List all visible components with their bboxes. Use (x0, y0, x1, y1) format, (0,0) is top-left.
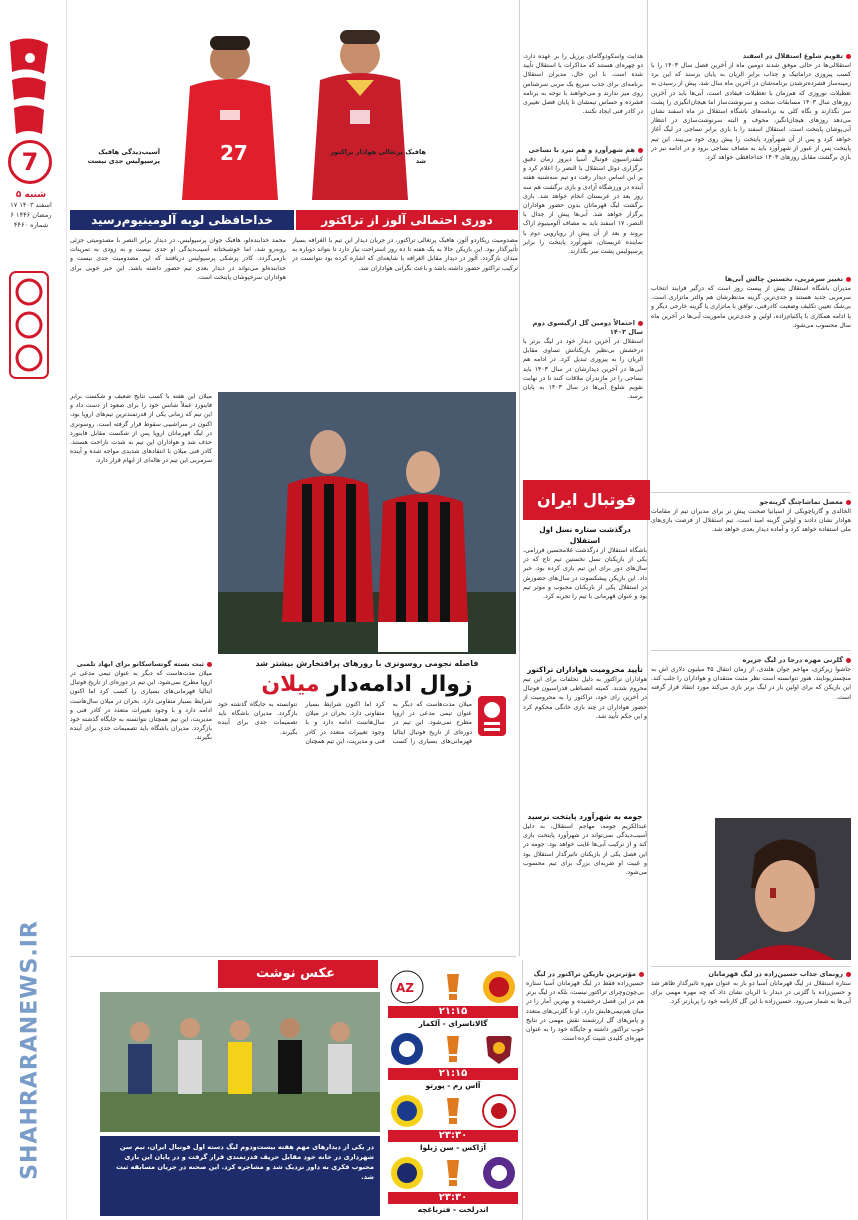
top-photo (70, 0, 518, 215)
column-asia (523, 52, 643, 472)
ajax-logo (482, 1094, 516, 1128)
milan-photo (218, 392, 516, 654)
match-anderlecht-fenerbahce[interactable] (388, 1152, 518, 1220)
derby-text: کنفدراسیون فوتبال آسیا دیروز زمان دقیق برگزاری دوئل استقلال با النصر را اعلام کرد و بر این اساس دیدار رفت دو تیم سه‌شنبه هفته آینده در ورزشگاه آزادی و بازی برگشت هم سه روز بعد در عربستان انجام خواهد شد. بازی برگشت لیگ قهرمانان بدون حضور هواداران برگزار خواهد شد. آبی‌ها پیش از جدال با النصر، ۱۷ اسفند باید به مصاف آلومینیوم اراک بروند و بعد از آن پیش از رویارویی دوم با نماینده عربستان، شهرآورد پایتخت را برابر پرسپولیس پشت سر بگذارند. (523, 156, 643, 256)
match-time: ۲۳:۳۰ (388, 1192, 518, 1204)
page-number: 7 (8, 140, 52, 184)
match-scene-illustration (100, 992, 380, 1132)
milan-side-column (70, 392, 212, 656)
match-teams: گالاتاسرای - آلکمار (418, 1019, 488, 1028)
headline-alves: دوری احتمالی آلوز از تراکتور (296, 210, 518, 230)
europa-league-icon (443, 1096, 463, 1126)
kicker-tractor-player: مؤثرترین بازیکن تراکتور در لیگ (526, 970, 644, 979)
iran-item1-title: درگذشت ستاره نسل اول استقلال (539, 525, 631, 545)
headline-khodabandelou: خداحافظی لوبه آلومینیوم‌رسید (70, 210, 294, 230)
issue-number: شماره ۴۴۶۰ (13, 221, 49, 229)
players-illustration (70, 0, 518, 215)
column-divider (647, 0, 648, 1220)
caption-persepolis-player: آسیب‌دیدگی هافبک پرسپولیس جدی نیست (87, 148, 160, 165)
issue-date (2, 190, 60, 230)
divider (70, 956, 516, 957)
milan-body-text: میلان مدت‌هاست که دیگر به عنوان تیمی مدعی در اروپا مطرح نمی‌شود. این تیم در دوره‌ای از تاریخ فوتبال ایتالیا قهرمانی‌های بسیاری را کسب کرد اما اکنون شرایط بسیار متفاوتی دارد. بحران در میلان سال‌هاست ادامه دارد و با وجود تغییرات متعدد در کادر فنی و مدیریت، این تیم همچنان نتوانسته به جایگاه گذشته خود بازگردد. مدیران باشگاه باید تصمیمات جدی برای آینده بگیرند. (218, 701, 472, 745)
column-spectators (651, 498, 851, 646)
issue-day: ۵ شنبه (15, 190, 47, 200)
column-divider (519, 0, 520, 478)
divider (651, 650, 851, 651)
match-logos (388, 966, 518, 1006)
milan-side-text: میلان این هفته با کسب نتایج ضعیف و شکست برابر فاینورد عملاً شانس خود را برای صعود از دست داد و این تیم که زمانی یکی از قدرتمندترین تیم‌های اروپا بود، اکنون در سراشیبی سقوط قرار گرفته است. روسونری در لیگ قهرمانان اروپا پس از شکست مقابل فاینورد حذف شد و هواداران این تیم به شدت ناراحت هستند. کادر فنی میلان با انتقادهای شدیدی مواجه شده و آینده سرمربی این تیم در هاله‌ای از ابهام قرار دارد. (70, 393, 212, 465)
svg-text:27: 27 (220, 141, 248, 165)
kicker-zirkzee: گلزنی مهره درجا در لیگ جزیره (651, 656, 851, 665)
az-alkmaar-logo (390, 970, 424, 1004)
tractor-player-text: حسین‌زاده فقط در لیگ قهرمانان آسیا ستاره بی‌چون‌وچرای تراکتور نیست، بلکه در لیگ برتر هم در این فصل درخشیده و بهترین آمار را در میان هم‌تیمی‌هایش دارد. او با گلزنی‌های متعدد و پاس‌های گل ارزشمند نقش مهمی در نتایج خوب تراکتور داشته و جایگاه خود را به عنوان مهره‌ای کلیدی تثبیت کرده است. (526, 980, 644, 1043)
match-teams: آژاکس - سن ژیلوا (420, 1143, 486, 1152)
match-teams: آاس رم - پورتو (425, 1081, 481, 1090)
milan-title: زوال ادامه‌دار میلان (261, 672, 473, 697)
milan-section-tag (478, 696, 506, 736)
milan-body (218, 700, 472, 950)
match-ajax-union[interactable] (388, 1090, 518, 1160)
europa-league-icon (443, 1158, 463, 1188)
match-logos (388, 1090, 518, 1130)
milan-players-illustration (218, 392, 516, 654)
match-galatasaray-az[interactable] (388, 966, 518, 1036)
anderlecht-logo (482, 1156, 516, 1190)
iran-item2-title: تأیید محرومیت هواداران تراکتور (527, 665, 643, 674)
column-divider (522, 960, 523, 1220)
kicker-calendar: تقویم شلوغ استقلال در اسفند (651, 52, 851, 61)
column-zirkzee (651, 656, 851, 816)
hosseinzadeh-text: ستاره استقلال در لیگ قهرمانان آسیا دو بار به عنوان مهره تاثیرگذار ظاهر شد و حسین‌زاده با گلزنی در دیدار با الریان نشان داد که چه مهره مهمی برای آبی‌ها به شمار می‌رود. حسین‌زاده با این گل کارنامه خود را پربارتر کرد. (651, 980, 851, 1006)
player-portrait (715, 818, 851, 960)
column-divider (519, 478, 520, 956)
coach-change-text: مدیران باشگاه استقلال پیش از پیست روز است که درگیر فرایند انتخاب سرمربی جدید هستند و جدی‌ترین گزینه مدنظرشان هم والتر ماتزاری است. بی‌شک تعیین تکلیف وضعیت کادرفنی، توافق با ماتزاری یا گزینه خارجی دیگر و یا ادامه همکاری با پاکنیام‌زاده، اولین و جدی‌ترین ماموریت آبی‌ها در آخرین ماه سال محسوب می‌شود. (651, 285, 851, 329)
alves-article-text: مصدومیت ریکاردو آلوز، هافبک پرتغالی تراکتور، در جریان دیدار این تیم با الغرافه بسیار تأثیرگذار بود. این بازیکن حالا به یک هفته تا ده روز استراحت نیاز دارد تا بتواند دوباره به میدان بازگردد. آلوز در دیدار مقابل الغرافه با شایعه‌ای که اشاره کرده بود نتوانست در ترکیب تراکتور حضور داشته باشد و باعث نگرانی هواداران شد. (292, 237, 518, 272)
europa-league-icon (443, 972, 463, 1002)
brand-divider (66, 0, 67, 1220)
football-iran-box (523, 524, 647, 954)
photo-caption: در یکی از دیدارهای مهم هفته بیست‌ودوم لیگ دسته اول فوتبال ایران، تیم سن شهرداری در خانه خود مقابل حریف قدرتمندی قرار گرفت و در پایان این بازی محبوب فکری به داور نزدیک شد و مشاجره کرد. این صحنه در جریان مسابقه ثبت شد. (100, 1136, 380, 1216)
issue-date-lunar: ۶ رمضان ۱۴۴۶ (10, 211, 52, 219)
milan-side-column-2 (70, 660, 212, 950)
calendar-text: استقلالی‌ها در حالی موفق شدند دومین ماه از آخرین فصل سال ۱۴۰۳ را با کسب پیروزی دراماتیک و جذاب برابر الریان به پایان برسند که این برد زمینه‌ساز فشرده‌ترشدن برنامه‌شان در آخرین ماه سال شد. پیش از رسیدن به تعطیلات نوروزی که هم‌زمان با تعطیلات فیفادی است، آبی‌ها باید در آخرین روزهای سال ۱۴۰۳ مسابقات سخت و سرنوشت‌ساز اما هیجان‌انگیزی را پشت سر بگذارند و نگاه کلی به برنامه‌های باشگاه استقلال در ماه اسفند نشان می‌دهد روزهای هیجان‌انگیز، مخوف و البته سرنوشت‌سازی در انتظار آبی‌پوشان پایتخت است. استقلال اسفند را با بازی برابر نساجی در لیگ آغاز خواهد کرد و پس از آن شهرآورد پایتخت را پیش روی خود می‌بیند. این تیم پایتخت پس از عبور از شهرآورد باید به مصاف نساجی برود و در ادامه نیز در بازی برگشت مقابل روزهای ۱۴۰۳ خداحافظی خواهد کرد. (651, 62, 851, 162)
iran-item1-text: باشگاه استقلال از درگذشت غلامحسین فرزامی، یکی از بازیکنان نسل نخستین تیم تاج که در سال‌های دور برای این تیم بازی کرده بود، خبر داد. این بازیکن پیشکسوت در سال‌های حضورش در استقلال یکی از بازیکنان محبوب و موثر تیم بود و عنوان قهرمانی با تیم را تجربه کرد. (523, 547, 647, 601)
svg-text:AZ: AZ (396, 981, 414, 995)
photo-strip-title: عکس نوشت (218, 960, 373, 988)
milan-headline (218, 658, 516, 700)
match-roma-porto[interactable] (388, 1028, 518, 1098)
khodabandelou-article-text: محمد خدابنده‌لو، هافبک جوان پرسپولیس، در دیدار برابر النصر با مصدومیتی جزئی روبه‌رو شد، اما خوشبختانه آسیب‌دیدگی او جدی نیست و به زودی به تمرینات بازمی‌گردد. کادر پزشکی پرسپولیس دریافتند که این مصدومیت جدی نیست و خدابنده‌لو می‌تواند در دیدار بعدی تیم حضور داشته باشد. این خبر خوبی برای هواداران سرخپوشان پایتخت است. (70, 237, 286, 281)
site-url[interactable]: SHAHRARANEWS.IR (17, 920, 43, 1180)
kicker-coach-change: تغییر سرمربی، نخستین چالش آبی‌ها (651, 275, 851, 284)
shahrara-logo (4, 34, 56, 144)
kicker-derby-and-nassaji: هم شهرآورد و هم نبرد با نساجی (523, 146, 643, 155)
match-logos (388, 1028, 518, 1068)
porto-logo (390, 1032, 424, 1066)
football-iran-banner: فوتبال ایران (523, 480, 650, 520)
last-game-text: استقلال در آخرین دیدار خود در لیگ برتر با درخشش بی‌نظیر بازیکنانش تساوی مقابل الریان را به پیروزی تبدیل کرد. در ادامه هم آبی‌ها در آخرین دیدارشان در سال ۱۴۰۳ باید نساجی را در مازندران ملاقات کنند تا در نهایت تقویم شلوغ آبی‌ها در سال ۱۴۰۳ به پایان برسد. (523, 338, 643, 401)
coach-candidates-text: هدایت واسکودوگامای برزیل را بر عهده دارد، دو چهره‌ای هستند که مذاکرات با استقلال تأیید شده است. با این حال، مدیران استقلال برنامه‌ای برای جذب سریع یک مربی سرشناس روی میز ندارند و می‌خواهند با توجه به برنامه فشرده و حساس تیمشان تا پایان فصل تغییری در کادر فنی ایجاد نکنند. (523, 53, 643, 116)
caption-tractor-player: هافبک پرتغالی هوادار تراکتور شد (330, 148, 426, 165)
fenerbahce-logo (390, 1156, 424, 1190)
europa-league-icon (443, 1034, 463, 1064)
match-logos (388, 1152, 518, 1192)
match-time: ۲۱:۱۵ (388, 1068, 518, 1080)
column-tractor-player (526, 970, 644, 1210)
sport-section-logo (8, 270, 50, 380)
column-estegh-calendar (651, 52, 851, 452)
galatasaray-logo (482, 970, 516, 1004)
milan-side-text-2: میلان مدت‌هاست که دیگر به عنوان تیمی مدعی در اروپا مطرح نمی‌شود. این تیم در دوره‌ای از تاریخ فوتبال ایتالیا قهرمانی‌های بسیاری را کسب کرد اما اکنون شرایط بسیار متفاوتی دارد. بحران در میلان سال‌هاست ادامه دارد و با وجود تغییرات متعدد در کادر فنی و مدیریت، این تیم همچنان نتوانسته به جایگاه گذشته خود بازگردد. مدیران باشگاه باید تصمیمات جدی برای آینده بگیرند. (70, 670, 212, 742)
kicker-castrelli: ثبت بسته گوتساسکانو برای ابهاد تلمبی (70, 660, 212, 669)
kicker-last-game: احتمالاً دومین گل ازگیسوی دوم سال ۱۴۰۳ (532, 319, 643, 336)
roma-logo (482, 1032, 516, 1066)
match-time: ۲۱:۱۵ (388, 1006, 518, 1018)
spectators-text: الخالدی و گاریاچویکی از اسپانیا صحبت پیش تر برای مدیران تیم از مقامات هوادار نشان دادند و اولین گزینه امید است. تیم استقلال از فرصت بازی‌های ملی استفاده خواهد کرد و آماده دیدار بعدی خواهد شد. (651, 508, 851, 534)
match-time: ۲۳:۳۰ (388, 1130, 518, 1142)
iran-item3-title: جومه به شهرآورد پایتخت نرسید (527, 812, 643, 821)
referee-photo (100, 992, 380, 1132)
issue-date-solar: ۱۷ اسفند ۱۴۰۳ (10, 201, 52, 209)
divider (651, 492, 851, 493)
brand-strip (0, 0, 64, 1220)
europe-football-icon (478, 696, 506, 736)
kicker-spectators: معضل تماشاچنگ گزینه‌جو (651, 498, 851, 507)
match-teams: اندرلخت - فنرباغچه (417, 1205, 489, 1214)
iran-item3-text: عبدالکریم جومه، مهاجم استقلال، به دلیل آسیب‌دیدگی نمی‌تواند در شهرآورد پایتخت بازی کند و از ترکیب آبی‌ها غایب خواهد بود. جومه در این فصل یکی از بازیکنان تاثیرگذار استقلال بود و غیبت او ضربه‌ای بزرگ برای تیم محسوب می‌شود. (523, 823, 647, 877)
milan-kicker: فاصله نجومی روسونری با روزهای پرافتخارش بیشتر شد (255, 659, 479, 668)
kicker-hosseinzadeh: رونمای جذاب حسین‌زاده در لیگ قهرمانان (651, 970, 851, 979)
divider (651, 966, 851, 967)
zirkzee-photo (715, 818, 851, 960)
iran-item2-text: هواداران تراکتور به دلیل تخلفات برای این تیم محروم شدند. کمیته انضباطی فدراسیون فوتبال در آخرین رای خود، تراکتور را به محرومیت از حضور هواداران در چند بازی خانگی محکوم کرد و این حکم تأیید شد. (523, 676, 647, 720)
zirkzee-text: جاشوا زیرکزی، مهاجم جوان هلندی، از زمان انتقال ۴۵ میلیون دلاری اش به منچستریونایتد، هنوز نتوانسته است نظر مثبت منتقدان و هواداران را جلب کند. این بازیکن که برای اولین بار در لیگ برتر بازی می‌کند مورد انتقاد قرار گرفته است. (651, 666, 851, 701)
column-hosseinzadeh (651, 970, 851, 1210)
union-sg-logo (390, 1094, 424, 1128)
